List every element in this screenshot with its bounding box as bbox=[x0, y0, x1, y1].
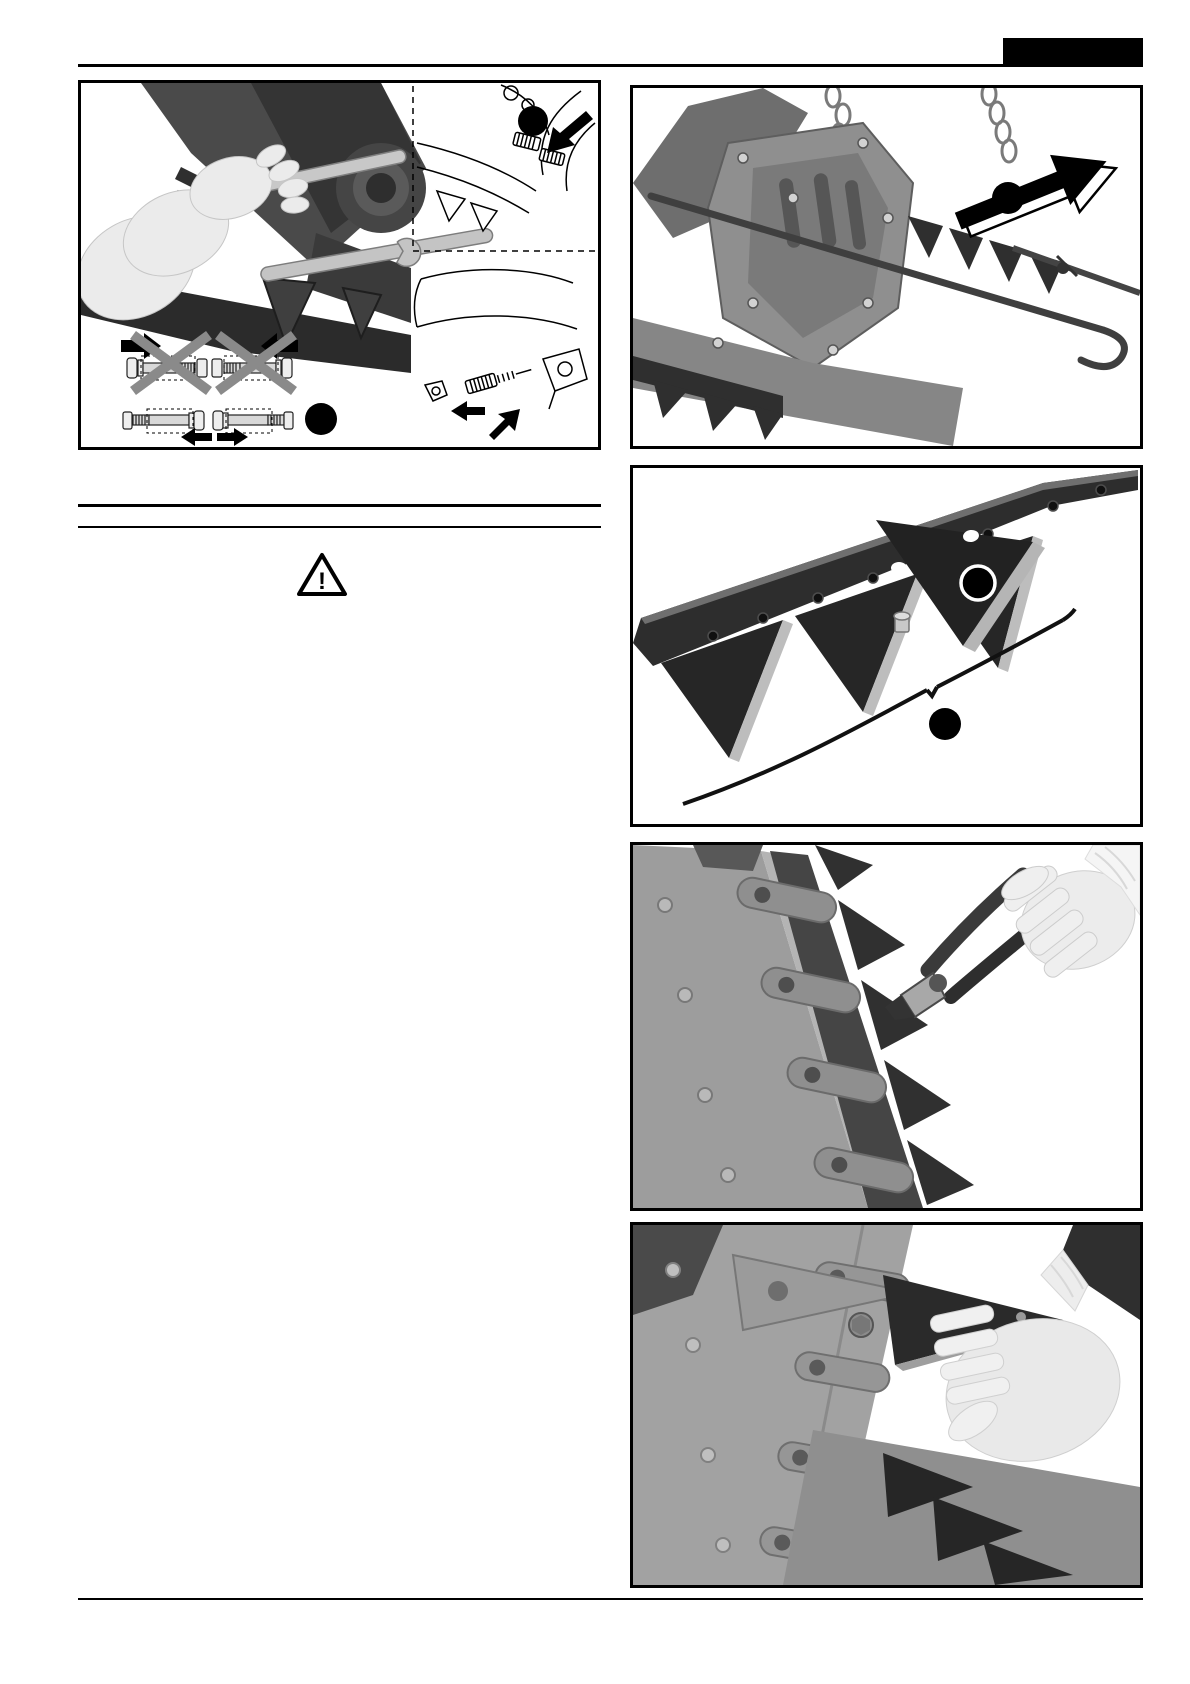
warning-triangle-icon bbox=[296, 551, 348, 598]
figure-hand-removal bbox=[630, 1222, 1143, 1588]
callout-badge bbox=[929, 708, 961, 740]
bottom-rule bbox=[78, 1598, 1143, 1600]
top-rule bbox=[78, 64, 1143, 67]
glove-hand bbox=[996, 845, 1140, 985]
inset-top-bolt-drawing bbox=[417, 85, 595, 231]
header-page-tab bbox=[1003, 38, 1143, 67]
callout-badge bbox=[992, 182, 1024, 214]
figure-wrench-knife-head bbox=[78, 80, 601, 450]
arrow-left-icon bbox=[181, 428, 212, 446]
rivet bbox=[894, 612, 910, 632]
callout-badge-ringed bbox=[961, 566, 995, 600]
bottom-serrated-sections bbox=[783, 1430, 1140, 1585]
inset-bottom-arrow-ne-icon bbox=[489, 409, 520, 440]
figure-knife-sections bbox=[630, 465, 1143, 827]
callout-badge bbox=[518, 106, 548, 136]
callout-badge bbox=[305, 403, 337, 435]
warning-exclamation: ! bbox=[318, 568, 326, 595]
figure-knife-back-rod bbox=[630, 85, 1143, 449]
bolt-diagram-correct bbox=[123, 409, 293, 446]
knife-back-bar bbox=[1013, 248, 1140, 293]
arrow-right-icon bbox=[217, 428, 248, 446]
inset-bottom-arrow-left-icon bbox=[451, 401, 485, 421]
glove-hand bbox=[929, 1225, 1140, 1480]
section-rule-top bbox=[78, 504, 601, 507]
figure-pliers-removal bbox=[630, 842, 1143, 1211]
section-rule-bottom bbox=[78, 526, 601, 528]
inset-bottom-bolt-drawing bbox=[414, 270, 587, 409]
